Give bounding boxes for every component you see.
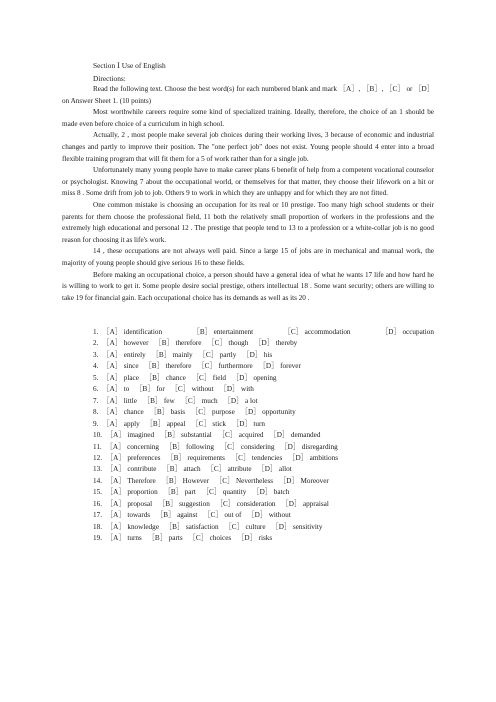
option-row [62,327,434,338]
question-number: 9. [93,419,99,428]
section-title: Section Ⅰ Use of English [93,61,166,70]
answer-choice: ［A］ little [102,396,137,405]
question-number: 16. [93,499,102,508]
option-row [62,361,434,372]
passage [62,84,434,304]
answer-choice: ［B］ suggestion [158,499,210,508]
choices [106,453,344,464]
answer-choice: ［C］ stick [191,419,227,428]
option-row [62,464,434,475]
choices [106,442,344,453]
question-number: 14. [93,476,102,485]
answer-choice: ［D］ a lot [223,396,258,405]
choices [102,350,278,361]
question-number: 8. [93,408,99,417]
answer-choice: ［A］ towards [105,511,151,520]
answer-choice: ［D］ opening [231,373,277,382]
question-number: 1. [93,328,99,336]
choices [106,510,297,521]
answer-choice: ［D］ his [242,350,273,359]
answer-choice: ［B］ against [156,511,198,520]
answer-choice: ［A］ proposal [105,499,153,508]
answer-choice: ［B］ mainly [151,350,193,359]
paragraph: Actually, 2 , most people make several job choices during their working lives, 3 because of economic and industrial changes and partly to improve their position. The "one perfect job" does not exist. Young people should 4 enter into a broad flexible training program that will fit them for a 5 of work rather than for a single job. [62,131,434,163]
answer-choice: ［D］ Moreover [279,476,329,485]
answer-choice: ［C］ tendencies [230,453,283,462]
answer-choice: ［D］ appraisal [281,499,329,508]
choices [102,338,303,349]
answer-choice: ［B］ entertainment [192,328,254,336]
answer-choice: ［C］ acquired [217,431,264,440]
answer-choice: ［B］ for [135,385,165,394]
choices [102,361,306,372]
option-row [62,499,434,510]
directions-text: Read the following text. Choose the best word(s) for each numbered blank and mark ［A］, ［B］, ［C］ or ［D］ on Answer Sheet 1. (10 points) [62,85,434,105]
answer-choice: ［B］ chance [144,373,186,382]
answer-choice: ［A］ chance [102,408,144,417]
choices [106,430,326,441]
option-row [62,419,434,430]
choices [106,499,335,510]
choices [106,533,278,544]
answer-choice: ［C］ culture [224,522,266,531]
choices [102,384,259,395]
option-row [62,533,434,544]
option-row [62,407,434,418]
answer-choice: ［C］ Nevertheless [215,476,274,485]
answer-choice: ［A］ however [102,339,149,348]
question-number: 11. [93,442,102,451]
option-row [62,453,434,464]
question-number: 3. [93,350,99,359]
question-number: 15. [93,488,102,497]
option-row [62,442,434,453]
question-number: 17. [93,511,102,520]
answer-choice: ［D］ turn [232,419,265,428]
answer-choice: ［A］ since [102,362,139,371]
question-number: 12. [93,453,102,462]
answer-choice: ［C］ much [180,396,218,405]
option-row [62,396,434,407]
answer-choice: ［A］ preferences [105,453,161,462]
paragraph: Most worthwhile careers require some kind of specialized training. Ideally, therefore, the choice of an 1 should be made even before choice of a curriculum in high school. [62,108,434,128]
question-number: 6. [93,385,99,394]
answer-choice: ［A］ to [102,385,130,394]
option-row [62,476,434,487]
answer-choice: ［B］ satisfaction [164,522,219,531]
answer-choice: ［A］ contribute [105,465,157,474]
answer-choice: ［D］ risks [237,534,273,543]
answer-choice: ［B］ attach [162,465,201,474]
choices [102,396,263,407]
question-number: 18. [93,522,102,531]
question-number: 5. [93,373,99,382]
paragraph: One common mistake is choosing an occupation for its real or 10 prestige. Too many high school students or their parents for them choose the professional field, 11 both the relatively small proportion of workers in the professions and the extremely high educational and personal 12 . The prestige that people tend to 13 to a profession or a white-collar job is no good reason for choosing it as life's work. [62,200,434,244]
answer-choice: ［B］ However [161,476,209,485]
answer-choice: ［A］ Therefore [105,476,156,485]
answer-choice: ［D］ without [247,511,291,520]
question-number: 2. [93,339,99,348]
directions-label: Directions: [93,74,126,83]
choices [106,487,295,498]
answer-choice: ［D］ with [219,385,254,394]
answer-choice: ［D］ opportunity [240,408,296,417]
answer-choice: ［B］ few [142,396,175,405]
answer-choice: ［C］ accommodation [283,328,351,336]
choices [102,419,271,430]
question-number: 19. [93,534,102,543]
answer-choice: ［D］ disregarding [280,442,338,451]
answer-choice: ［A］ concerning [105,442,160,451]
option-row [62,338,434,349]
answer-choice: ［C］ partly [198,350,237,359]
answer-choice: ［A］ identification [102,328,163,336]
answer-choice: ［B］ therefore [154,339,202,348]
option-row [62,373,434,384]
paragraph: Unfortunately many young people have to make career plans 6 benefit of help from a competent vocational counselor or psychologist. Knowing 7 about the occupational world, or themselves for that matter, they choose their lifework on a hit or miss 8 . Some drift from job to job. Others 9 to work in which they are unhappy and for which they are not fitted. [62,166,434,198]
answer-choice: ［D］ ambitions [288,453,338,462]
answer-choice: ［D］ occupation [381,328,434,336]
answer-choice: ［D］ sensitivity [271,522,323,531]
answer-choice: ［A］ imagined [105,431,155,440]
answer-options-list [62,327,434,545]
answer-choice: ［C］ without [170,385,214,394]
answer-choice: ［B］ basis [149,408,186,417]
choices [102,373,282,384]
answer-choice: ［D］ forever [258,362,301,371]
question-number: 10. [93,431,102,440]
answer-choice: ［C］ quantity [201,488,247,497]
answer-choice: ［B］ parts [147,534,183,543]
answer-choice: ［A］ turns [105,534,142,543]
choices [102,327,434,338]
choices [106,476,335,487]
answer-choice: ［A］ apply [102,419,140,428]
answer-choice: ［C］ though [207,339,249,348]
answer-choice: ［B］ substantial [160,431,212,440]
answer-choice: ［C］ choices [188,534,232,543]
option-row [62,522,434,533]
question-number: 13. [93,465,102,474]
option-row [62,430,434,441]
answer-choice: ［D］ allot [257,465,292,474]
answer-choice: ［C］ furthermore [197,362,253,371]
answer-choice: ［B］ therefore [144,362,192,371]
answer-choice: ［A］ place [102,373,139,382]
answer-choice: ［A］ entirely [102,350,146,359]
answer-choice: ［B］ following [165,442,214,451]
answer-choice: ［C］ considering [219,442,275,451]
option-row [62,350,434,361]
paragraph: Before making an occupational choice, a person should have a general idea of what he wants 17 life and how hard he is willing to work to get it. Some people desire social prestige, others intellectual 18 . Some want security; others are willing to take 19 for financial gain. Each occupational choice has its demands as well as its 20 . [62,270,434,302]
option-row [62,384,434,395]
answer-choice: ［C］ purpose [191,408,235,417]
choices [106,464,298,475]
option-row [62,487,434,498]
answer-choice: ［D］ thereby [254,339,298,348]
answer-choice: ［B］ appeal [145,419,186,428]
option-row [62,510,434,521]
answer-choice: ［B］ part [163,488,196,497]
question-number: 7. [93,396,99,405]
paragraph: 14 , these occupations are not always well paid. Since a large 15 of jobs are in mechanical and manual work, the majority of young people should give serious 16 to these fields. [62,247,434,267]
answer-choice: ［A］ knowledge [105,522,159,531]
answer-choice: ［C］ consideration [215,499,276,508]
question-number: 4. [93,362,99,371]
choices [106,522,328,533]
choices [102,407,301,418]
answer-choice: ［C］ field [191,373,226,382]
answer-choice: ［C］ attribute [206,465,252,474]
answer-choice: ［D］ demanded [269,431,321,440]
answer-choice: ［D］ batch [252,488,290,497]
answer-choice: ［B］ requirements [166,453,225,462]
answer-choice: ［C］ out of [203,511,242,520]
answer-choice: ［A］ proportion [105,488,158,497]
